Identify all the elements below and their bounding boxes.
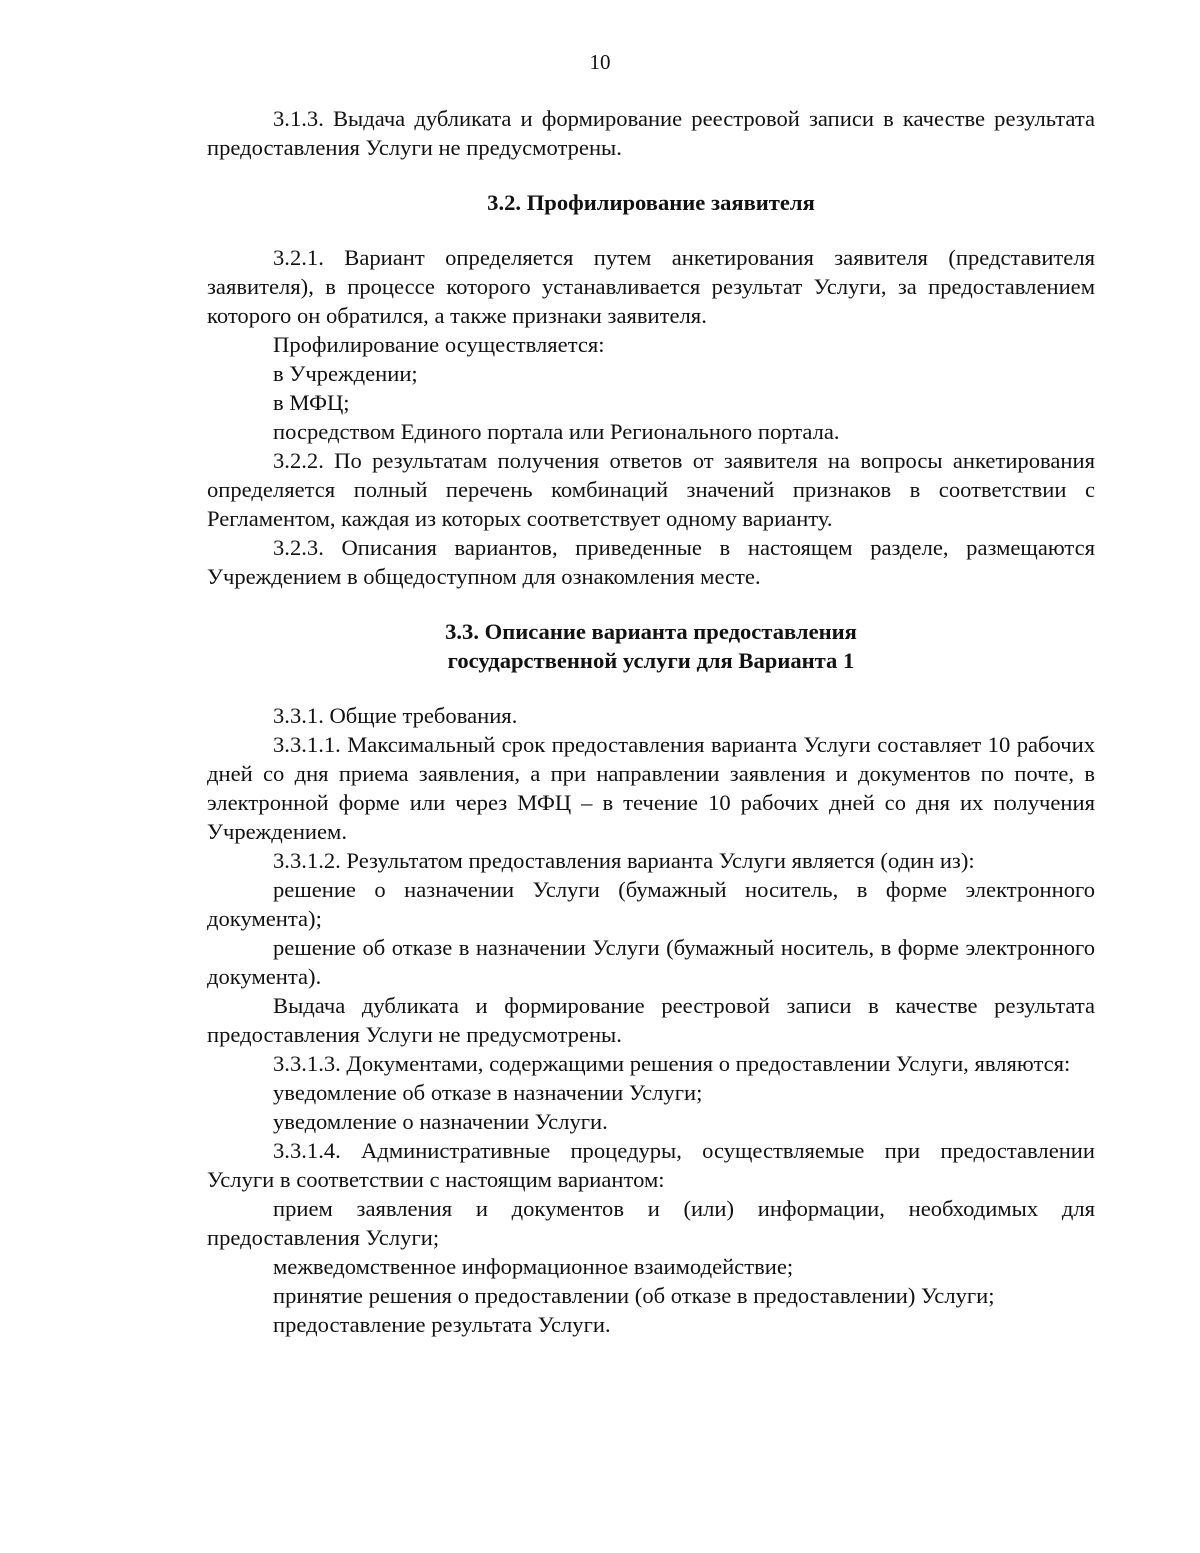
list-item-result-delivery: предоставление результата Услуги. bbox=[273, 1312, 611, 1337]
section-3-2-heading: 3.2. Профилирование заявителя bbox=[487, 190, 815, 215]
paragraph-3-2-1: 3.2.1. Вариант определяется путем анкетирования заявителя (представителя заявителя), в процессе которого устанавливается результат Услуги, за предоставлением которого он обратился, а также признаки заявителя. bbox=[207, 245, 1095, 328]
paragraph-3-3-1-2: 3.3.1.2. Результатом предоставления варианта Услуги является (один из): bbox=[273, 848, 975, 873]
paragraph-3-1-3: 3.1.3. Выдача дубликата и формирование реестровой записи в качестве результата предоставления Услуги не предусмотрены. bbox=[207, 106, 1095, 160]
list-item-refusal-notice: уведомление об отказе в назначении Услуги; bbox=[273, 1080, 703, 1105]
list-item-decision-making: принятие решения о предоставлении (об отказе в предоставлении) Услуги; bbox=[273, 1283, 995, 1308]
paragraph-3-3-1: 3.3.1. Общие требования. bbox=[273, 703, 518, 728]
paragraph-duplicate-note: Выдача дубликата и формирование реестровой записи в качестве результата предоставления Услуги не предусмотрены. bbox=[207, 993, 1095, 1047]
list-item-grant-notice: уведомление о назначении Услуги. bbox=[273, 1109, 608, 1134]
paragraph-3-2-3: 3.2.3. Описания вариантов, приведенные в настоящем разделе, размещаются Учреждением в общедоступном для ознакомления месте. bbox=[207, 535, 1095, 589]
paragraph-3-2-2: 3.2.2. По результатам получения ответов от заявителя на вопросы анкетирования определяется полный перечень комбинаций значений признаков в соответствии с Регламентом, каждая из которых соответствует одному варианту. bbox=[207, 448, 1095, 531]
paragraph-3-3-1-3: 3.3.1.3. Документами, содержащими решения о предоставлении Услуги, являются: bbox=[273, 1051, 1071, 1076]
list-item-interagency: межведомственное информационное взаимодействие; bbox=[273, 1254, 794, 1279]
list-item-portal: посредством Единого портала или Регионального портала. bbox=[273, 419, 840, 444]
list-item-mfc: в МФЦ; bbox=[273, 390, 350, 415]
section-3-3-heading-line1: 3.3. Описание варианта предоставления bbox=[445, 619, 857, 644]
list-item-application-intake: прием заявления и документов и (или) информации, необходимых для предоставления Услуги; bbox=[207, 1196, 1095, 1250]
list-item-institution: в Учреждении; bbox=[273, 361, 418, 386]
document-body bbox=[207, 104, 1095, 1339]
paragraph-3-3-1-4: 3.3.1.4. Административные процедуры, осуществляемые при предоставлении Услуги в соответствии с настоящим вариантом: bbox=[207, 1138, 1095, 1192]
paragraph-3-3-1-1: 3.3.1.1. Максимальный срок предоставления варианта Услуги составляет 10 рабочих дней со дня приема заявления, а при направлении заявления и документов по почте, в электронной форме или через МФЦ – в течение 10 рабочих дней со дня их получения Учреждением. bbox=[207, 732, 1095, 844]
paragraph-profiling-intro: Профилирование осуществляется: bbox=[273, 332, 605, 357]
list-item-decision-refusal: решение об отказе в назначении Услуги (бумажный носитель, в форме электронного документа). bbox=[207, 935, 1095, 989]
section-3-3-heading-line2: государственной услуги для Варианта 1 bbox=[447, 648, 855, 673]
page-number: 10 bbox=[589, 50, 611, 74]
list-item-decision-grant: решение о назначении Услуги (бумажный носитель, в форме электронного документа); bbox=[207, 877, 1095, 931]
